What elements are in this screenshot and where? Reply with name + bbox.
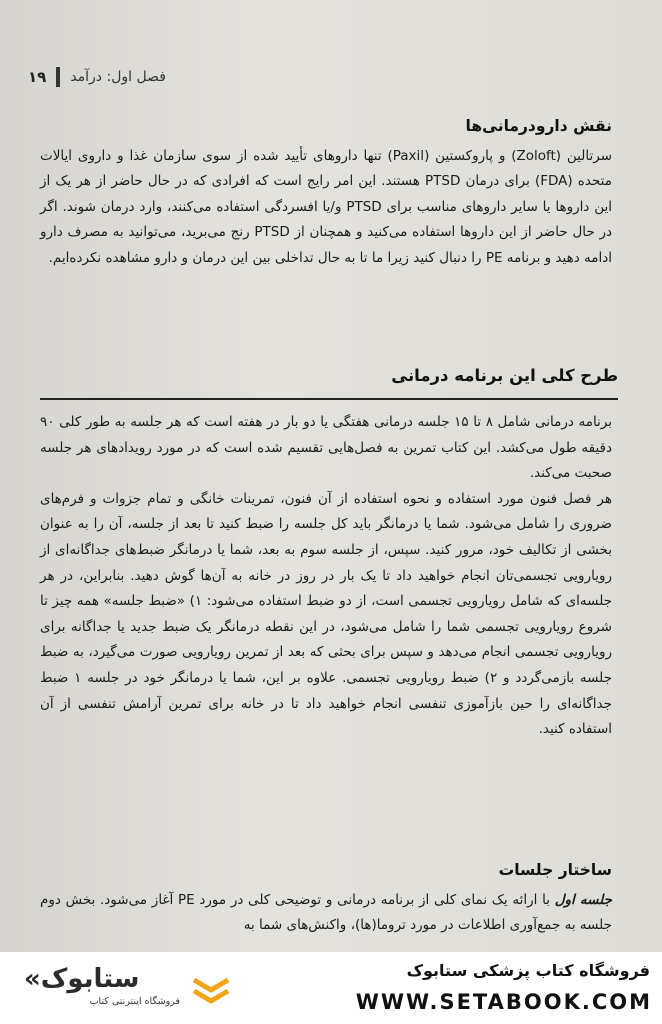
section-overview	[40, 410, 612, 743]
paragraph-drugs: سرتالین (Zoloft) و پاروکستین (Paxil) تنها داروهای تأیید شده از سوی سازمان غذا و داروی ایالات متحده (FDA) برای درمان PTSD هستند. این امر رایج است که افرادی که در حال حاضر از هر یک از این داروها یا سایر داروهای مناسب برای PTSD و/یا افسردگی استفاده می‌کنند، وارد درمان شوند. اگر در حال حاضر از این داروها استفاده می‌کنید و همچنان از PTSD رنج می‌برید، می‌توانید به مصرف دارو ادامه دهید و برنامه PE را دنبال کنید زیرا ما تا به حال تداخلی بین این درمان و دارو مشاهده نکرده‌ایم.	[40, 147, 613, 266]
paragraph-overview-2: هر فصل فنون مورد استفاده و نحوه استفاده از آن فنون، تمرینات خانگی و تمام جزوات و فرم‌های ضروری را شامل می‌شود. شما یا درمانگر باید کل جلسه را ضبط کنید تا بعد از جلسه، آن را به عنوان بخشی از تکالیف خود، مرور کنید. سپس، از جلسه سوم به بعد، شما یا درمانگر ضبط‌های جداگانه‌ای از رویارویی تجسمی‌تان انجام خواهید داد تا یک بار در روز در خانه به آن‌ها گوش دهید. بنابراین، در هر جلسه‌ای که شامل رویارویی تجسمی است، از دو ضبط استفاده می‌شود: ۱) «ضبط جلسه» همه چیز تا شروع رویارویی تجسمی شما را شامل می‌شود، در این نقطه درمانگر یک ضبط جدید یا جداگانه برای رویارویی تجسمی انجام می‌دهد و سپس برای بحثی که بعد از تمرین رویارویی صورت می‌گیرد، به ضبط جلسه بازمی‌گردد و ۲) ضبط رویارویی تجسمی. علاوه بر این، شما یا درمانگر خود در جلسه ۱ ضبط جداگانه‌ای را حین بازآموزی تنفسی انجام خواهید داد تا در خانه برای تمرین آرامش تنفسی از آن استفاده کنید.	[40, 490, 613, 738]
page-number: ۱۹	[28, 68, 47, 86]
brand-logo[interactable]: «ستابوک	[24, 964, 140, 994]
paragraph-structure-text: با ارائه یک نمای کلی از برنامه درمانی و توضیحی کلی در مورد PE آغاز می‌شود. بخش دوم جلسه به جمع‌آوری اطلاعات در مورد تروما(ها)، واکنش‌های شما به	[40, 891, 612, 934]
brand-chevron-icon	[190, 974, 232, 1006]
chapter-title: فصل اول: درآمد	[70, 69, 166, 85]
section-heading-overview: طرح کلی این برنامه درمانی	[391, 366, 618, 385]
section-heading-drugs: نقش دارودرمانی‌ها	[465, 117, 612, 135]
heading-rule	[40, 398, 618, 400]
section-heading-structure: ساختار جلسات	[498, 861, 612, 879]
running-header	[28, 64, 588, 90]
header-divider	[56, 67, 60, 87]
section-drugs	[40, 114, 612, 272]
brand-subtitle: فروشگاه اینترنتی کتاب	[89, 996, 180, 1007]
store-url[interactable]: WWW.SETABOOK.COM	[355, 990, 652, 1014]
section-structure	[40, 858, 612, 939]
paragraph-structure	[40, 888, 612, 939]
paragraph-overview-1: برنامه درمانی شامل ۸ تا ۱۵ جلسه درمانی هفتگی یا دو بار در هفته است که هر جلسه به طور کلی ۹۰ دقیقه طول می‌کشد. این کتاب تمرین به فصل‌هایی تقسیم شده است که در مورد رویدادهای هر جلسه صحبت می‌کند.	[40, 414, 613, 482]
store-name: فروشگاه کتاب پزشکی ستابوک	[406, 961, 650, 980]
session-one-lead: جلسه اول	[554, 891, 612, 908]
